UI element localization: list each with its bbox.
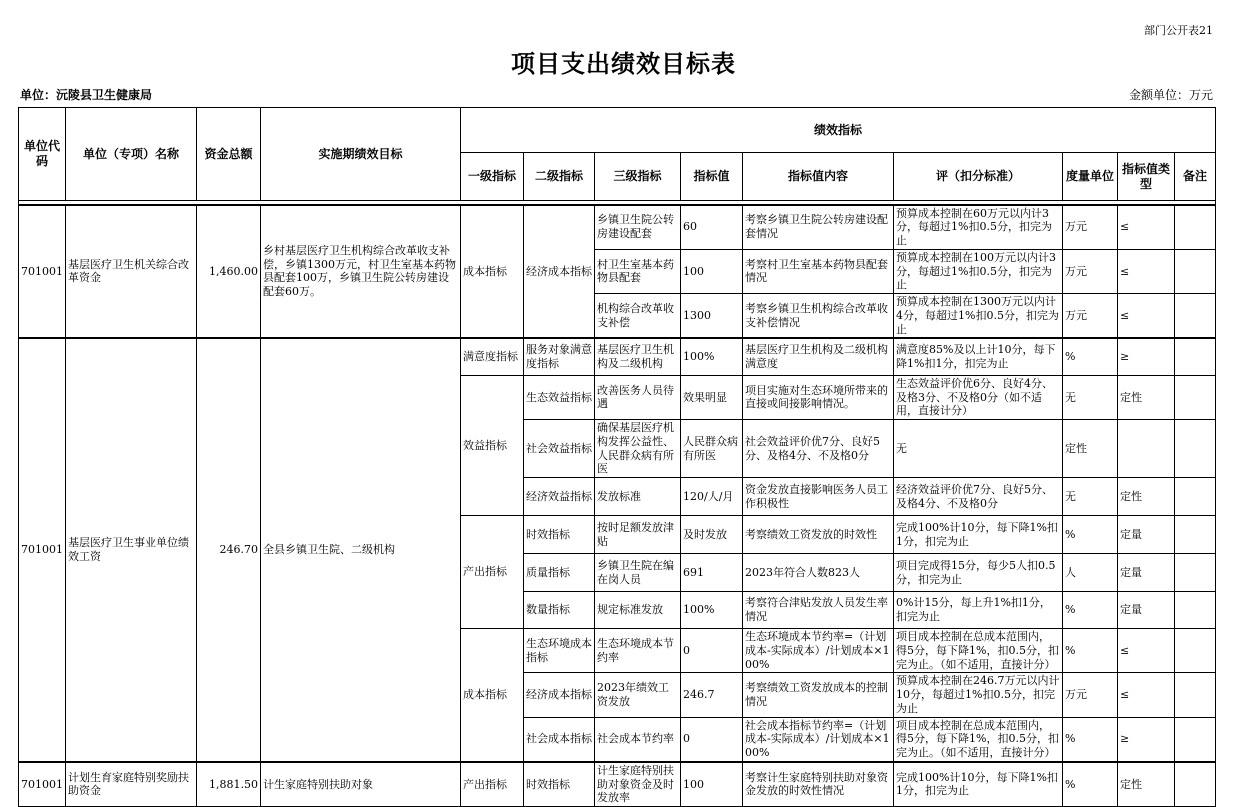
value-type-cell: ≥ xyxy=(1118,717,1175,762)
measure-cell: % xyxy=(1063,717,1118,762)
scoring-cell: 预算成本控制在246.7万元以内计10分，每超过1%扣0.5分，扣完为止 xyxy=(894,673,1063,717)
header-level2: 二级指标 xyxy=(524,153,595,201)
header-scoring: 评（扣分标准） xyxy=(894,153,1063,201)
level2-cell: 时效指标 xyxy=(524,762,595,807)
remark-cell xyxy=(1175,375,1216,419)
scoring-cell: 预算成本控制在1300万元以内计4分，每超过1%扣0.5分，扣完为止 xyxy=(894,294,1063,339)
scoring-cell: 生态效益评价优6分、良好4分、及格3分、不及格0分（如不适用，直接计分） xyxy=(894,375,1063,419)
header-value: 指标值 xyxy=(681,153,743,201)
content-cell: 资金发放直接影响医务人员工作积极性 xyxy=(743,478,894,516)
scoring-cell: 经济效益评价优7分、良好5分、及格4分、不及格0分 xyxy=(894,478,1063,516)
project-name: 基层医疗卫生机关综合改革资金 xyxy=(66,205,197,339)
value-cell: 691 xyxy=(681,554,743,592)
value-type-cell: ≤ xyxy=(1118,629,1175,673)
project-goal: 全县乡镇卫生院、二级机构 xyxy=(261,338,461,762)
measure-cell: % xyxy=(1063,629,1118,673)
header-level1: 一级指标 xyxy=(461,153,524,201)
level1-cell: 成本指标 xyxy=(461,629,524,762)
level2-cell: 服务对象满意度指标 xyxy=(524,338,595,375)
remark-cell xyxy=(1175,717,1216,762)
table-number-label: 部门公开表21 xyxy=(1144,24,1213,37)
content-cell: 考察村卫生室基本药物县配套情况 xyxy=(743,249,894,293)
level2-cell: 时效指标 xyxy=(524,516,595,554)
remark-cell xyxy=(1175,629,1216,673)
level3-cell: 生态环境成本节约率 xyxy=(595,629,681,673)
header-total: 资金总额 xyxy=(197,108,261,201)
measure-cell: % xyxy=(1063,338,1118,375)
level2-cell: 经济成本指标 xyxy=(524,673,595,717)
header-value-type: 指标值类型 xyxy=(1118,153,1175,201)
value-cell: 及时发放 xyxy=(681,516,743,554)
value-cell: 0 xyxy=(681,629,743,673)
page-title: 项目支出绩效目标表 xyxy=(511,49,736,78)
level1-cell: 产出指标 xyxy=(461,762,524,807)
unit-label: 单位：沅陵县卫生健康局 xyxy=(20,88,153,102)
header-remark: 备注 xyxy=(1175,153,1216,201)
value-type-cell: ≥ xyxy=(1118,338,1175,375)
level3-cell: 发放标准 xyxy=(595,478,681,516)
level3-cell: 按时足额发放津贴 xyxy=(595,516,681,554)
value-type-cell: 定性 xyxy=(1118,762,1175,807)
remark-cell xyxy=(1175,762,1216,807)
measure-cell: 无 xyxy=(1063,478,1118,516)
value-type-cell: 定量 xyxy=(1118,592,1175,629)
level3-cell: 村卫生室基本药物县配套 xyxy=(595,249,681,293)
value-cell: 0 xyxy=(681,717,743,762)
project-total: 1,881.50 xyxy=(197,762,261,807)
scoring-cell: 完成100%计10分，每下降1%扣1分，扣完为止 xyxy=(894,762,1063,807)
measure-cell: 万元 xyxy=(1063,205,1118,250)
content-cell: 社会效益评价优7分、良好5分、及格4分、不及格0分 xyxy=(743,420,894,478)
level3-cell: 基层医疗卫生机构及二级机构 xyxy=(595,338,681,375)
value-cell: 100% xyxy=(681,592,743,629)
header-code: 单位代码 xyxy=(19,108,66,201)
level1-cell: 满意度指标 xyxy=(461,338,524,375)
level3-cell: 社会成本节约率 xyxy=(595,717,681,762)
level2-cell: 社会效益指标 xyxy=(524,420,595,478)
scoring-cell: 项目成本控制在总成本范围内，得5分，每下降1%，扣0.5分，扣完为止。（如不适用，直接计分） xyxy=(894,629,1063,673)
remark-cell xyxy=(1175,420,1216,478)
header-goal: 实施期绩效目标 xyxy=(261,108,461,201)
amount-unit-label: 金额单位：万元 xyxy=(1128,88,1213,102)
value-type-cell: 定性 xyxy=(1118,478,1175,516)
level3-cell: 确保基层医疗机构发挥公益性、人民群众病有所医 xyxy=(595,420,681,478)
measure-cell: % xyxy=(1063,516,1118,554)
project-goal: 计生家庭特别扶助对象 xyxy=(261,762,461,807)
value-type-cell: ≤ xyxy=(1118,205,1175,250)
measure-cell: 无 xyxy=(1063,375,1118,419)
scoring-cell: 项目成本控制在总成本范围内，得5分，每下降1%，扣0.5分，扣完为止。（如不适用，直接计分） xyxy=(894,717,1063,762)
measure-cell: % xyxy=(1063,762,1118,807)
content-cell: 考察计生家庭特别扶助对象资金发放的时效性情况 xyxy=(743,762,894,807)
remark-cell xyxy=(1175,516,1216,554)
value-type-cell: ≤ xyxy=(1118,673,1175,717)
header-name: 单位（专项）名称 xyxy=(66,108,197,201)
measure-cell: 万元 xyxy=(1063,673,1118,717)
content-cell: 考察乡镇卫生机构综合改革收支补偿情况 xyxy=(743,294,894,339)
measure-cell: 人 xyxy=(1063,554,1118,592)
header-level3: 三级指标 xyxy=(595,153,681,201)
value-cell: 人民群众病有所医 xyxy=(681,420,743,478)
content-cell: 基层医疗卫生机构及二级机构满意度 xyxy=(743,338,894,375)
value-cell: 60 xyxy=(681,205,743,250)
scoring-cell: 无 xyxy=(894,420,1063,478)
content-cell: 考察符合津贴发放人员发生率情况 xyxy=(743,592,894,629)
remark-cell xyxy=(1175,249,1216,293)
level3-cell: 2023年绩效工资发放 xyxy=(595,673,681,717)
header-content: 指标值内容 xyxy=(743,153,894,201)
value-type-cell: 定量 xyxy=(1118,516,1175,554)
value-type-cell xyxy=(1118,420,1175,478)
remark-cell xyxy=(1175,205,1216,250)
scoring-cell: 预算成本控制在60万元以内计3分，每超过1%扣0.5分，扣完为止 xyxy=(894,205,1063,250)
value-type-cell: 定量 xyxy=(1118,554,1175,592)
level2-cell: 社会成本指标 xyxy=(524,717,595,762)
scoring-cell: 完成100%计10分，每下降1%扣1分，扣完为止 xyxy=(894,516,1063,554)
value-cell: 100 xyxy=(681,762,743,807)
value-cell: 1300 xyxy=(681,294,743,339)
project-name: 计划生育家庭特别奖励扶助资金 xyxy=(66,762,197,807)
content-cell: 考察绩效工资发放成本的控制情况 xyxy=(743,673,894,717)
content-cell: 考察乡镇卫生院公转房建设配套情况 xyxy=(743,205,894,250)
measure-cell: % xyxy=(1063,592,1118,629)
content-cell: 项目实施对生态环境所带来的直接或间接影响情况。 xyxy=(743,375,894,419)
remark-cell xyxy=(1175,592,1216,629)
project-goal: 乡村基层医疗卫生机构综合改革收支补偿，乡镇1300万元，村卫生室基本药物县配套100万，乡镇卫生院公转房建设配套60万。 xyxy=(261,205,461,339)
value-type-cell: ≤ xyxy=(1118,294,1175,339)
value-cell: 效果明显 xyxy=(681,375,743,419)
level2-cell: 经济成本指标 xyxy=(524,205,595,339)
value-cell: 100% xyxy=(681,338,743,375)
level2-cell: 质量指标 xyxy=(524,554,595,592)
project-code: 701001 xyxy=(19,205,66,339)
measure-cell: 万元 xyxy=(1063,294,1118,339)
project-total: 1,460.00 xyxy=(197,205,261,339)
value-cell: 246.7 xyxy=(681,673,743,717)
level2-cell: 数量指标 xyxy=(524,592,595,629)
scoring-cell: 0%计15分，每上升1%扣1分，扣完为止 xyxy=(894,592,1063,629)
level3-cell: 改善医务人员待遇 xyxy=(595,375,681,419)
level1-cell: 效益指标 xyxy=(461,375,524,515)
level2-cell: 生态环境成本指标 xyxy=(524,629,595,673)
project-total: 246.70 xyxy=(197,338,261,762)
content-cell: 社会成本指标节约率=（计划成本-实际成本）/计划成本×100% xyxy=(743,717,894,762)
remark-cell xyxy=(1175,338,1216,375)
remark-cell xyxy=(1175,294,1216,339)
value-type-cell: 定性 xyxy=(1118,375,1175,419)
header-measure: 度量单位 xyxy=(1063,153,1118,201)
header-indicators: 绩效指标 xyxy=(461,108,1216,153)
remark-cell xyxy=(1175,554,1216,592)
remark-cell xyxy=(1175,673,1216,717)
remark-cell xyxy=(1175,478,1216,516)
performance-table xyxy=(18,107,1216,807)
project-code: 701001 xyxy=(19,338,66,762)
content-cell: 生态环境成本节约率=（计划成本-实际成本）/计划成本×100% xyxy=(743,629,894,673)
level1-cell: 成本指标 xyxy=(461,205,524,339)
measure-cell: 定性 xyxy=(1063,420,1118,478)
content-cell: 2023年符合人数823人 xyxy=(743,554,894,592)
level3-cell: 机构综合改革收支补偿 xyxy=(595,294,681,339)
project-code: 701001 xyxy=(19,762,66,807)
value-cell: 120/人/月 xyxy=(681,478,743,516)
level3-cell: 乡镇卫生院公转房建设配套 xyxy=(595,205,681,250)
content-cell: 考察绩效工资发放的时效性 xyxy=(743,516,894,554)
measure-cell: 万元 xyxy=(1063,249,1118,293)
level3-cell: 规定标准发放 xyxy=(595,592,681,629)
level2-cell: 经济效益指标 xyxy=(524,478,595,516)
level1-cell: 产出指标 xyxy=(461,516,524,629)
level3-cell: 计生家庭特别扶助对象资金及时发放率 xyxy=(595,762,681,807)
scoring-cell: 项目完成得15分，每少5人扣0.5分，扣完为止 xyxy=(894,554,1063,592)
value-cell: 100 xyxy=(681,249,743,293)
scoring-cell: 预算成本控制在100万元以内计3分，每超过1%扣0.5分，扣完为止 xyxy=(894,249,1063,293)
level3-cell: 乡镇卫生院在编在岗人员 xyxy=(595,554,681,592)
project-name: 基层医疗卫生事业单位绩效工资 xyxy=(66,338,197,762)
level2-cell: 生态效益指标 xyxy=(524,375,595,419)
value-type-cell: ≤ xyxy=(1118,249,1175,293)
scoring-cell: 满意度85%及以上计10分，每下降1%扣1分，扣完为止 xyxy=(894,338,1063,375)
